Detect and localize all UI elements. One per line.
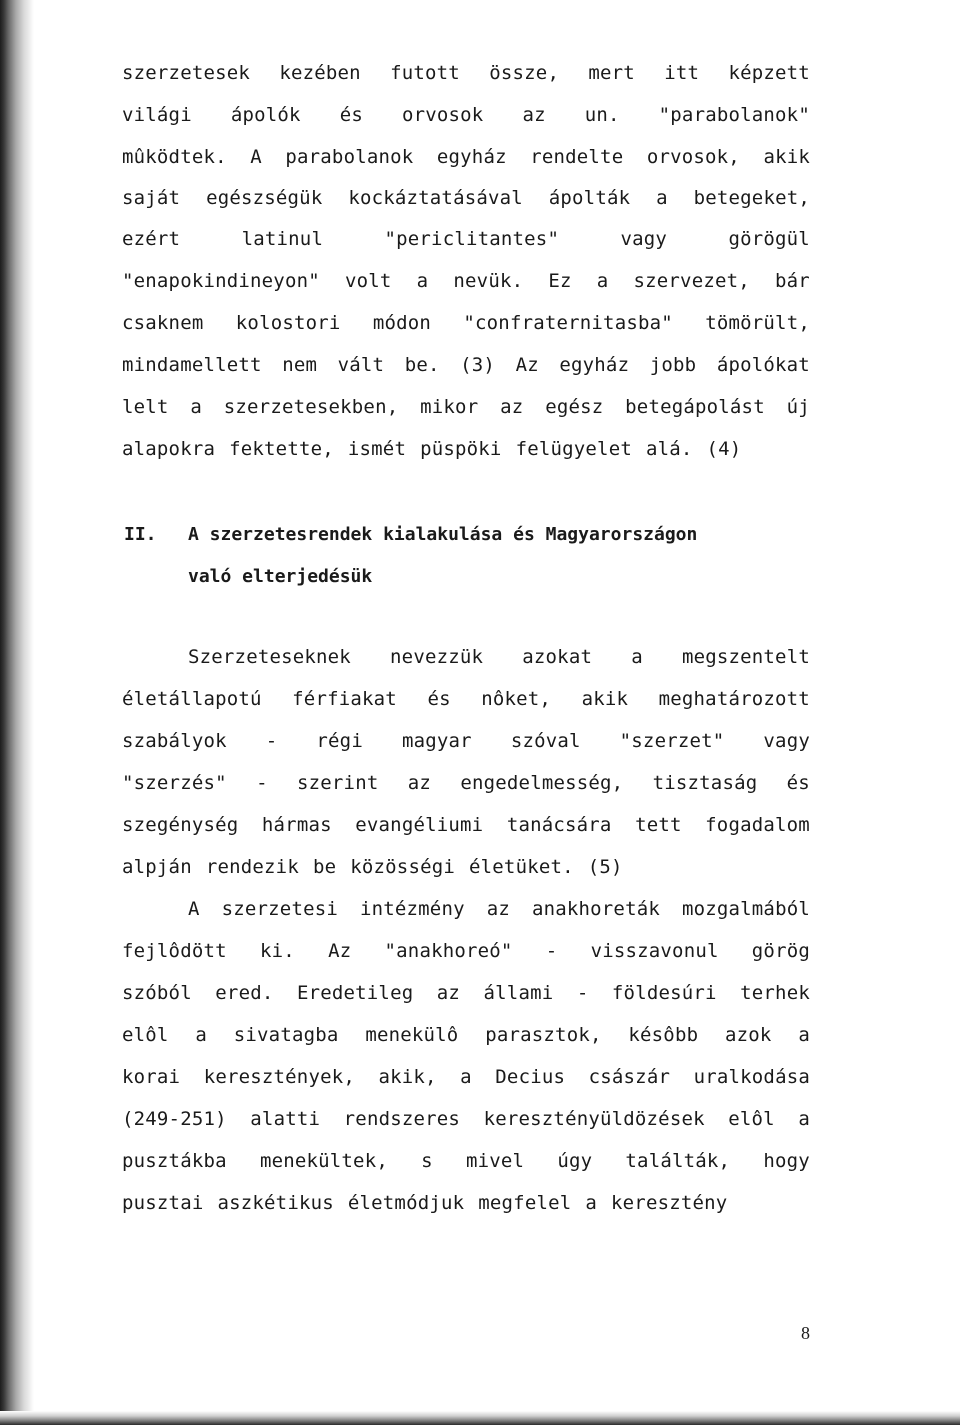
text-line: alpján rendezik be közösségi életüket. (5) <box>122 856 623 878</box>
text-line: Szerzeteseknek nevezzük azokat a megszentelt <box>188 646 810 668</box>
text-line: pusztai aszkétikus életmódjuk megfelel a keresztény <box>122 1192 728 1214</box>
text-line: csaknem kolostori módon "confraternitasba" tömörült, <box>122 312 810 334</box>
text-line: A szerzetesi intézmény az anakhoreták mozgalmából <box>188 898 810 920</box>
text-line: szabályok - régi magyar szóval "szerzet" vagy <box>122 730 810 752</box>
section-heading-number: II. <box>124 524 157 545</box>
section-heading-line-1: A szerzetesrendek kialakulása és Magyarországon <box>188 524 698 545</box>
text-line: világi ápolók és orvosok az un. "parabolanok" <box>122 104 810 126</box>
text-line: életállapotú férfiakat és nôket, akik meghatározott <box>122 688 810 710</box>
text-line: "enapokindineyon" volt a nevük. Ez a szervezet, bár <box>122 270 810 292</box>
text-line: lelt a szerzetesekben, mikor az egész betegápolást új <box>122 396 810 418</box>
text-line: (249-251) alatti rendszeres keresztényüldözések elôl a <box>122 1108 810 1130</box>
section-heading-line-2: való elterjedésük <box>188 566 373 587</box>
text-line: "szerzés" - szerint az engedelmesség, tisztaság és <box>122 772 810 794</box>
text-line: saját egészségük kockáztatásával ápolták a betegeket, <box>122 187 810 209</box>
bottom-edge-shadow <box>0 1411 960 1425</box>
text-line: alapokra fektette, ismét püspöki felügyelet alá. (4) <box>122 438 742 460</box>
text-line: szegénység hármas evangéliumi tanácsára tett fogadalom <box>122 814 810 836</box>
text-line: fejlôdött ki. Az "anakhoreó" - visszavonul görög <box>122 940 810 962</box>
text-line: szóból ered. Eredetileg az állami - földesúri terhek <box>122 982 810 1004</box>
text-line: elôl a sivatagba menekülô parasztok, késôbb azok a <box>122 1024 810 1046</box>
text-line: szerzetesek kezében futott össze, mert itt képzett <box>122 62 810 84</box>
text-line: korai keresztények, akik, a Decius császár uralkodása <box>122 1066 810 1088</box>
page-number: 8 <box>801 1323 810 1343</box>
text-line: ezért latinul "periclitantes" vagy görögül <box>122 228 810 250</box>
text-line: pusztákba menekültek, s mivel úgy találták, hogy <box>122 1150 810 1172</box>
text-line: mindamellett nem vált be. (3) Az egyház jobb ápolókat <box>122 354 810 376</box>
binding-shadow <box>0 0 34 1425</box>
text-line: mûködtek. A parabolanok egyház rendelte orvosok, akik <box>122 146 810 168</box>
